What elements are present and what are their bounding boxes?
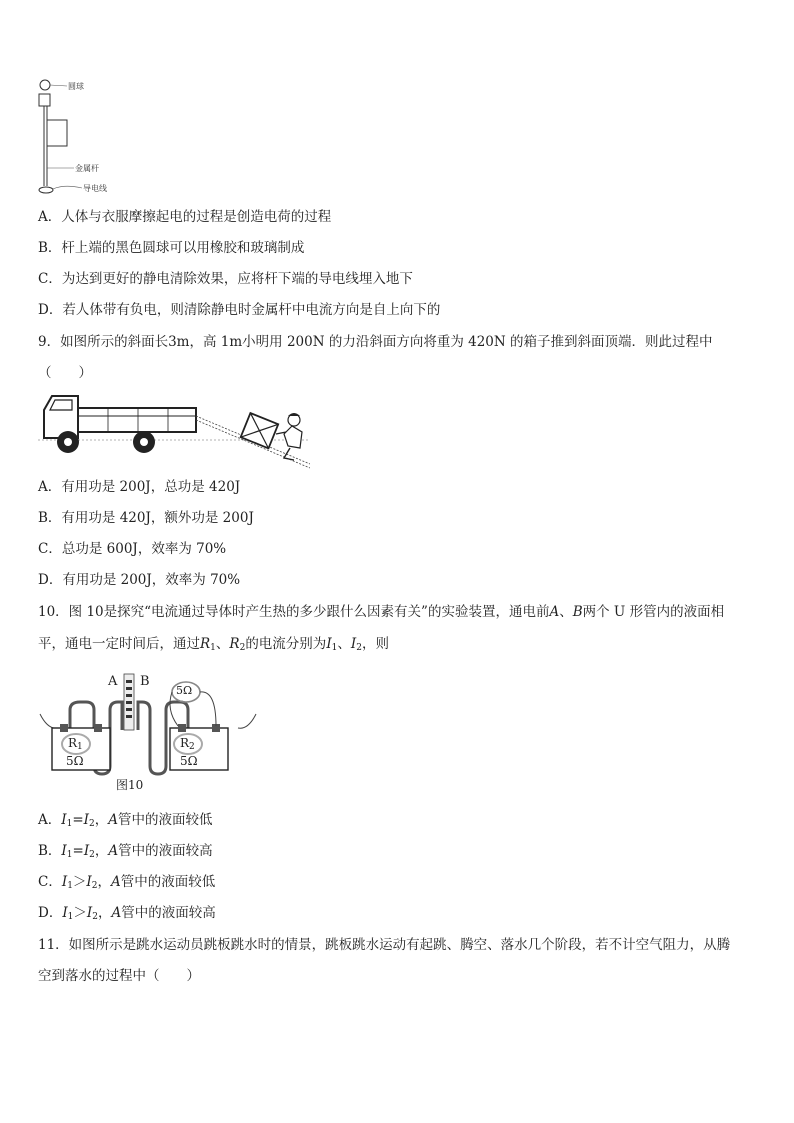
q10-option-a: A．$I_1=I_2$，A管中的液面较低 [38, 812, 213, 829]
fig10-label-a: A [108, 674, 118, 689]
figure-truck-ramp [38, 390, 310, 470]
q9-answer-paren: （ ） [38, 365, 92, 381]
u-tube-drawing [38, 670, 258, 798]
q10-stem-line1: 10．图 10是探究“电流通过导体时产生热的多少跟什么因素有关”的实验装置，通电前A、B两个 U 形管内的液面相 [38, 604, 725, 620]
q8-option-a: A．人体与衣服摩擦起电的过程是创造电荷的过程 [38, 209, 332, 225]
q11-stem-line1: 11．如图所示是跳水运动员跳板跳水时的情景，跳板跳水运动有起跳、腾空、落水几个阶段，若不计空气阻力，从腾 [38, 937, 731, 953]
q8-option-b: B．杆上端的黑色圆球可以用橡胶和玻璃制成 [38, 240, 305, 256]
q10-option-d: D．$I_1>I_2$，A管中的液面较高 [38, 905, 216, 922]
label-ball: 圆球 [68, 82, 84, 91]
fig10-caption: 图10 [116, 778, 144, 792]
static-rod-drawing [34, 76, 124, 200]
q8-option-c: C．为达到更好的静电清除效果，应将杆下端的导电线埋入地下 [38, 271, 413, 287]
truck-ramp-drawing [38, 390, 310, 470]
q11-stem-line2: 空到落水的过程中（ ） [38, 968, 200, 984]
q10-option-c: C．$I_1>I_2$，A管中的液面较低 [38, 874, 216, 891]
q9-stem: 9．如图所示的斜面长3m，高 1m小明用 200N 的力沿斜面方向将重为 420N 的箱子推到斜面顶端．则此过程中 [38, 334, 713, 350]
q9-option-b: B．有用功是 420J，额外功是 200J [38, 510, 254, 526]
fig10-r2-label: $R_2$ [180, 736, 195, 752]
label-metal-rod: 金属杆 [75, 164, 99, 173]
q9-option-a: A．有用功是 200J，总功是 420J [38, 479, 241, 495]
fig10-r1-value: 5Ω [66, 754, 84, 768]
fig10-r1-label: $R_1$ [68, 736, 83, 752]
figure-10-apparatus [38, 670, 258, 798]
q9-option-c: C．总功是 600J，效率为 70% [38, 541, 227, 557]
q9-option-d: D．有用功是 200J，效率为 70% [38, 572, 241, 588]
fig10-r2-value: 5Ω [180, 754, 198, 768]
fig10-label-b: B [140, 674, 150, 689]
figure-static-rod [34, 76, 124, 200]
label-wire: 导电线 [83, 184, 107, 193]
q8-option-d: D．若人体带有负电，则清除静电时金属杆中电流方向是自上向下的 [38, 302, 441, 318]
fig10-resistor-top-value: 5Ω [176, 684, 193, 697]
q10-option-b: B．$I_1=I_2$，A管中的液面较高 [38, 843, 213, 860]
q10-stem-line2: 平，通电一定时间后，通过$R_1$、$R_2$的电流分别为$I_1$、$I_2$，则 [38, 636, 389, 653]
